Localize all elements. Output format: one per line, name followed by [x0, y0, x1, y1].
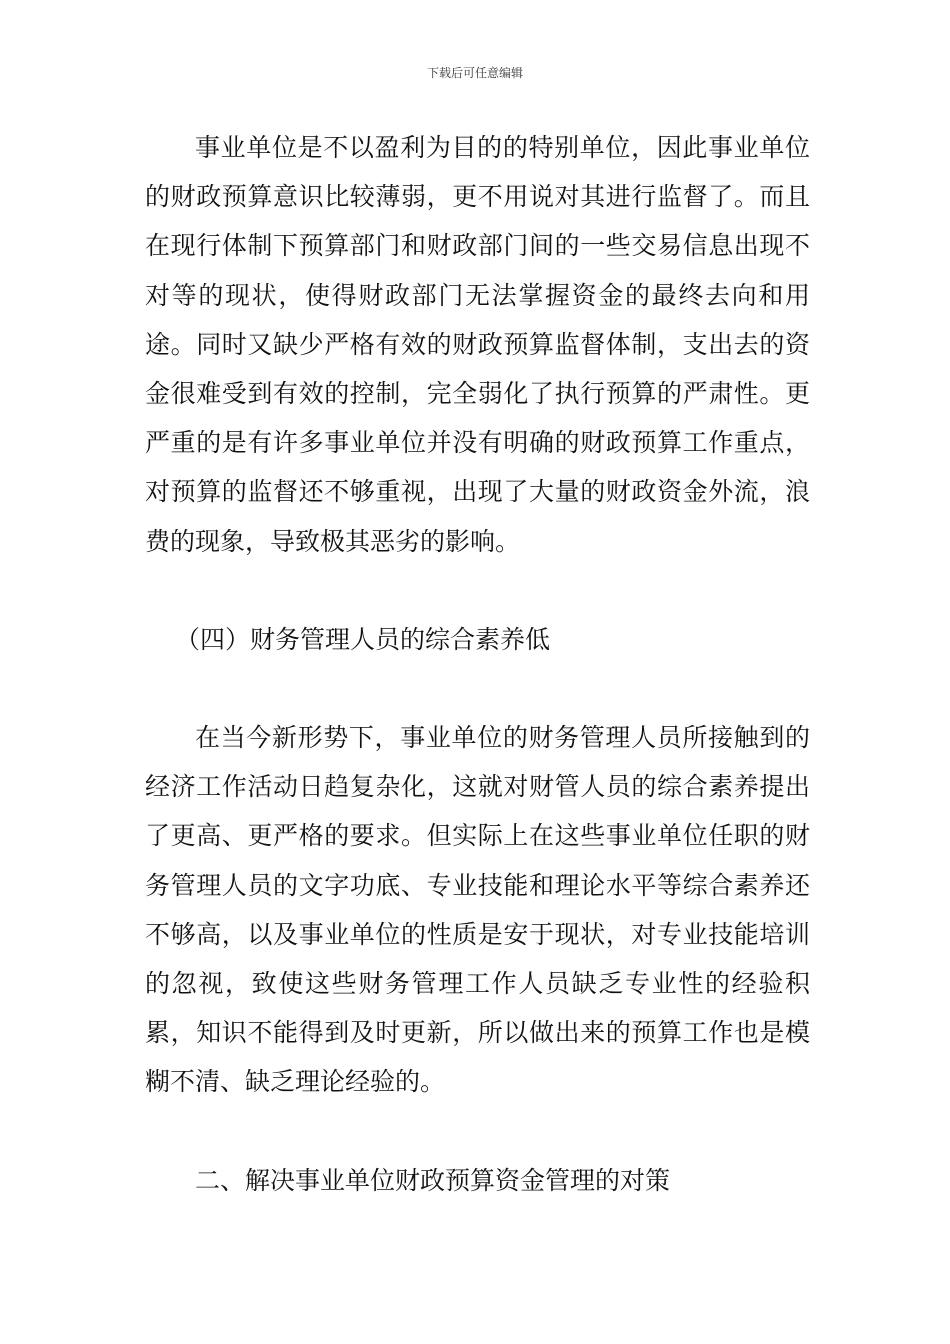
paragraph-spacer	[145, 566, 810, 615]
subsection-heading: （四）财务管理人员的综合素养低	[175, 624, 551, 654]
body-paragraph: 在当今新形势下，事业单位的财务管理人员所接触到的经济工作活动日趋复杂化，这就对财管人员的综合素养提出了更高、更严格的要求。但实际上在这些事业单位任职的财务管理人员的文字功底、专业技能和理论水平等综合素养还不够高，以及事业单位的性质是安于现状，对专业技能培训的忽视，致使这些财务管理工作人员缺乏专业性的经验积累，知识不能得到及时更新，所以做出来的预算工作也是模糊不清、缺乏理论经验的。	[145, 723, 810, 1097]
body-paragraph: 事业单位是不以盈利为目的的特别单位，因此事业单位的财政预算意识比较薄弱，更不用说对其进行监督了。而且在现行体制下预算部门和财政部门间的一些交易信息出现不对等的现状，使得财政部门无法掌握资金的最终去向和用途。同时又缺少严格有效的财政预算监督体制，支出去的资金很难受到有效的控制，完全弱化了执行预算的严肃性。更严重的是有许多事业单位并没有明确的财政预算工作重点，对预算的监督还不够重视，出现了大量的财政资金外流，浪费的现象，导致极其恶劣的影响。	[145, 133, 810, 556]
paragraph-spacer	[145, 664, 810, 713]
page-header: 下载后可任意编辑	[426, 66, 523, 80]
paragraph-spacer	[145, 1107, 810, 1156]
section-heading: 二、解决事业单位财政预算资金管理的对策	[195, 1165, 671, 1195]
document-body	[145, 123, 810, 1205]
